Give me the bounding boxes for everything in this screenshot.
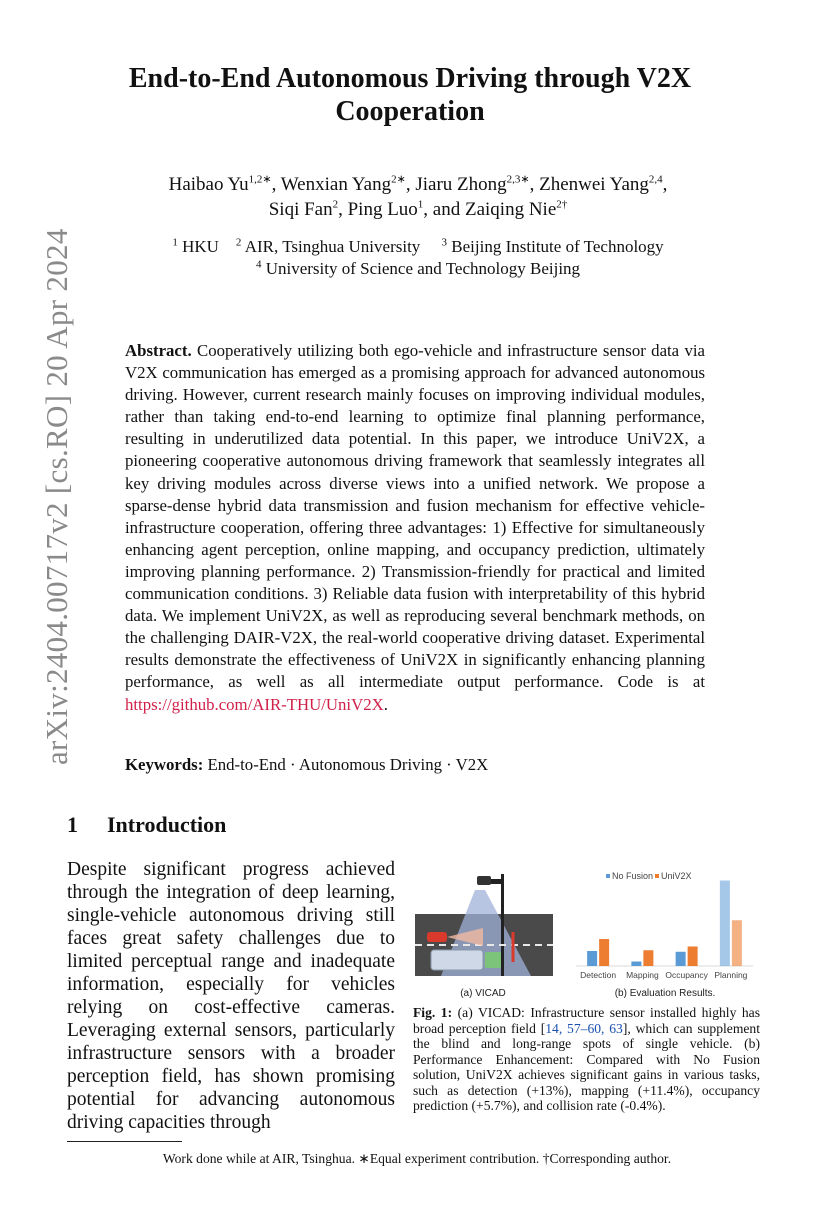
keywords <box>125 755 725 775</box>
affiliations <box>60 236 776 280</box>
bar-univ2x-occupancy <box>688 947 698 967</box>
affiliation-name: HKU <box>182 237 219 256</box>
author-affil-marker: 2,4 <box>648 173 663 186</box>
sensor-pole <box>501 874 504 976</box>
category-label-detection: Detection <box>580 970 617 980</box>
affiliation-line-2 <box>60 258 776 280</box>
figure-1-graphic <box>413 862 758 1002</box>
abstract-end: . <box>383 694 388 714</box>
arxiv-identifier: arXiv:2404.00717v2 [cs.RO] 20 Apr 2024 <box>39 228 74 765</box>
bar-no-fusion-occupancy <box>676 952 686 966</box>
affiliation-marker: 1 <box>172 236 178 249</box>
paper-title: End-to-End Autonomous Driving through V2X Cooperation <box>128 63 692 127</box>
footnote: Work done while at AIR, Tsinghua. ∗Equal experiment contribution. †Corresponding author. <box>162 1151 672 1166</box>
category-label-planning: Planning <box>714 970 748 980</box>
author-affil-marker: 1 <box>417 198 424 211</box>
bar-univ2x-planning <box>732 920 742 966</box>
affiliation-line-1 <box>60 236 776 258</box>
section-heading <box>67 812 226 838</box>
author-name: Siqi Fan <box>268 199 333 220</box>
truck-icon <box>431 950 483 970</box>
bar-univ2x-mapping <box>643 950 653 966</box>
author-name: Ping Luo <box>347 199 418 220</box>
affiliation-marker: 4 <box>255 258 262 271</box>
author-line-2: Siqi Fan$^2$, Ping Luo$^1$, and Zaiqing Nie$^{2\dagger}$ <box>268 198 568 220</box>
affiliation-marker: 2 <box>235 236 242 249</box>
author-affil-marker: 2∗ <box>391 173 406 186</box>
figure-caption <box>413 1005 760 1114</box>
affiliation-name: University of Science and Technology Beijing <box>265 259 581 278</box>
legend-swatch-no-fusion <box>606 874 610 878</box>
caption-label: Fig. 1: <box>413 1005 453 1020</box>
author-affil-marker: 2 <box>332 198 339 211</box>
affiliation-marker: 3 <box>441 236 448 249</box>
author-name: and Zaiqing Nie <box>432 199 557 220</box>
legend-label-univ2x: UniV2X <box>661 871 692 881</box>
keywords-text: End-to-End · Autonomous Driving · V2X <box>207 755 489 774</box>
bar-no-fusion-mapping <box>631 962 641 967</box>
caption-text-1: (a) VICAD: Infrastructure sensor installed highly has broad perception field [ <box>413 1005 760 1036</box>
arxiv-sidebar <box>37 65 77 765</box>
figure-1 <box>413 862 758 1002</box>
author-affil-marker: 1,2∗ <box>248 173 272 186</box>
ego-vehicle-icon <box>427 932 447 942</box>
abstract <box>125 340 705 716</box>
bar-no-fusion-planning <box>720 881 730 967</box>
affiliation-name: AIR, Tsinghua University <box>244 237 421 256</box>
bar-no-fusion-detection <box>587 951 597 966</box>
author-line-1: Haibao $Yu^{1,2∗}$, Wenxian Yang$^{2∗}$, Jiaru Zhong$^{2,3∗}$, Zhenwei Yang$^{2,4}$, <box>168 173 668 195</box>
author-name: Haibao Yu <box>168 174 249 195</box>
author-affil-marker: 2† <box>556 198 568 211</box>
keywords-label: Keywords: <box>125 755 204 774</box>
section-title: Introduction <box>107 812 227 837</box>
code-link[interactable]: https://github.com/AIR-THU/UniV2X <box>125 694 384 714</box>
caption-text-2: ], which can supplement the blind and long-range spots of single vehicle. (b) Performance Enhancement: Compared with No Fusion solution, UniV2X achieves significant gains in various tasks, such as detection (+13%), mapping (+11.4%), occupancy prediction (+5.7%), and collision rate (-0.4%). <box>413 1020 761 1113</box>
legend-swatch-univ2x <box>655 874 659 878</box>
subfigure-a-label: (a) VICAD <box>460 988 506 999</box>
author-list <box>60 172 776 222</box>
subfigure-b-label: (b) Evaluation Results. <box>614 988 716 999</box>
citation-links[interactable]: 14, 57–60, 63 <box>545 1020 623 1036</box>
author-affil-marker: 2,3∗ <box>506 173 530 186</box>
category-label-occupancy: Occupancy <box>665 970 708 980</box>
author-name: Wenxian Yang <box>280 174 392 195</box>
category-label-mapping: Mapping <box>626 970 659 980</box>
abstract-text: Cooperatively utilizing both ego-vehicle and infrastructure sensor data via V2X communication has emerged as a promising approach for advanced autonomous driving. However, current research mainly focuses on improving individual modules, rather than taking end-to-end learning to optimize final planning performance, resulting in underutilized data potential. In this paper, we introduce UniV2X, a pioneering cooperative autonomous driving framework that seamlessly integrates all key driving modules across diverse views into a unified network. We propose a sparse-dense hybrid data transmission and fusion mechanism for effective vehicle-infrastructure cooperation, offering three advantages: 1) Effective for simultaneously enhancing agent perception, online mapping, and occupancy prediction, ultimately improving planning performance. 2) Transmission-friendly for practical and limited communication conditions. 3) Reliable data fusion with interpretability of this hybrid data. We implement UniV2X, as well as reproducing several benchmark methods, on the challenging DAIR-V2X, the real-world cooperative driving dataset. Experimental results demonstrate the effectiveness of UniV2X in significantly enhancing planning performance, as well as all intermediate output performance. Code is at <box>125 341 705 692</box>
obstacle-icon <box>485 952 501 968</box>
abstract-label: Abstract. <box>125 341 192 360</box>
author-name: Jiaru Zhong <box>415 174 507 195</box>
legend-label-no-fusion: No Fusion <box>612 871 654 881</box>
evaluation-bar-chart <box>576 871 753 999</box>
bar-univ2x-detection <box>599 939 609 966</box>
camera-icon <box>477 876 491 885</box>
intro-paragraph: Despite significant progress achieved through the integration of deep learning, single-vehicle autonomous driving still faces great safety challenges due to limited perceptual range and inadequate information, especially for vehicles relying on cost-effective cameras. Leveraging external sensors, particularly infrastructure sensors with a broader perception field, has shown promising potential for advancing autonomous driving capacities through <box>67 859 395 1133</box>
footnote-rule <box>67 1141 182 1142</box>
section-number: 1 <box>67 812 78 837</box>
affiliation-name: Beijing Institute of Technology <box>451 237 664 256</box>
vicad-illustration <box>415 874 553 999</box>
author-name: Zhenwei Yang <box>539 174 649 195</box>
